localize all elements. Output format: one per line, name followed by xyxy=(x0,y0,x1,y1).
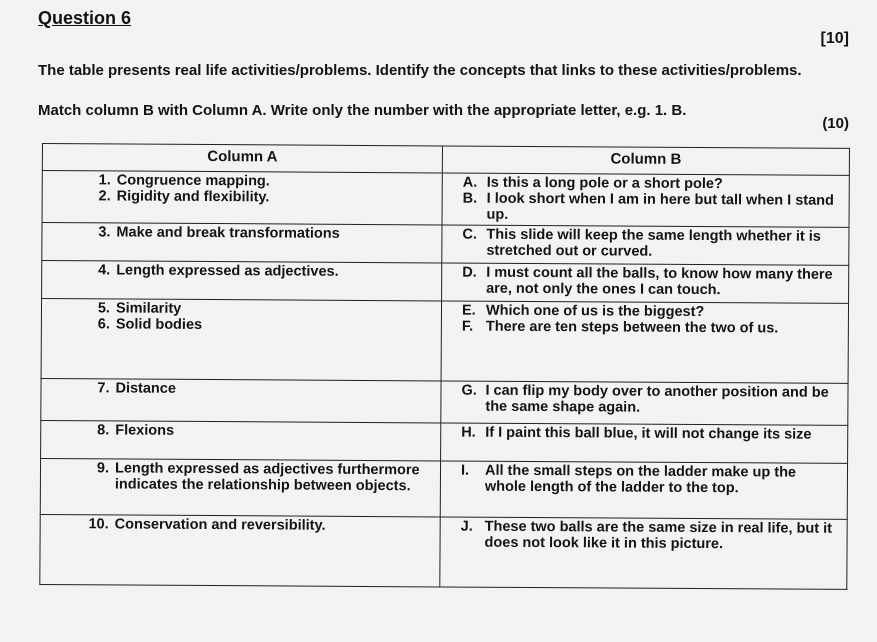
column-b-item xyxy=(461,463,841,497)
item-text: Distance xyxy=(115,380,177,397)
item-text: There are ten steps between the two of us. xyxy=(485,318,779,337)
column-b-item xyxy=(462,227,842,261)
item-letter: G. xyxy=(461,382,477,399)
table-row xyxy=(42,223,849,266)
item-text: These two balls are the same size in real life, but it does not look like it in this picture. xyxy=(484,518,833,553)
column-a-cell xyxy=(42,171,442,225)
item-text: Conservation and reversibility. xyxy=(114,516,326,534)
item-letter: B. xyxy=(462,190,478,207)
column-a-header: Column A xyxy=(42,144,442,173)
column-b-item xyxy=(461,519,841,553)
item-letter: A. xyxy=(462,174,478,191)
item-text: If I paint this ball blue, it will not change its size xyxy=(485,424,812,443)
column-b-header: Column B xyxy=(442,146,849,175)
item-text: I look short when I am in here but tall when I stand up. xyxy=(486,190,834,223)
item-number: 1. xyxy=(98,172,111,189)
item-number: 4. xyxy=(98,262,111,279)
column-a-cell xyxy=(40,458,440,516)
column-b-cell xyxy=(442,263,849,303)
item-letter: H. xyxy=(461,424,476,441)
item-text: Which one of us is the biggest? xyxy=(485,302,705,321)
item-letter: E. xyxy=(461,302,476,319)
column-a-cell xyxy=(41,299,441,381)
item-number: 8. xyxy=(97,422,110,439)
item-number: 5. xyxy=(97,300,111,317)
column-b-cell xyxy=(442,225,849,265)
table-row xyxy=(40,458,847,519)
item-number: 9. xyxy=(96,460,110,477)
column-b-item xyxy=(461,383,841,417)
item-number: 6. xyxy=(97,316,110,333)
item-letter: J. xyxy=(460,518,473,535)
item-number: 7. xyxy=(97,380,110,397)
column-a-item xyxy=(81,422,434,440)
column-a-item xyxy=(82,262,435,280)
item-text: Is this a long pole or a short pole? xyxy=(486,174,723,193)
item-text: Congruence mapping. xyxy=(116,172,270,190)
matching-table xyxy=(39,143,850,590)
item-letter: C. xyxy=(462,226,477,243)
item-letter: F. xyxy=(461,318,474,335)
item-number: 2. xyxy=(98,188,111,205)
item-text: Flexions xyxy=(115,422,175,439)
column-b-item xyxy=(463,191,843,225)
item-letter: I. xyxy=(460,462,470,479)
instruction-text-1: The table presents real life activities/problems. Identify the concepts that links to these activities/problems. xyxy=(38,62,802,79)
column-a-cell xyxy=(40,514,440,586)
column-b-cell xyxy=(442,173,849,227)
sub-question-marks: (10) xyxy=(822,115,849,132)
item-text: Solid bodies xyxy=(115,316,203,333)
question-title: Question 6 xyxy=(38,8,132,28)
table-row xyxy=(41,420,848,463)
column-b-cell xyxy=(441,301,848,383)
item-text: Length expressed as adjectives furthermore indicates the relationship between objects. xyxy=(114,460,420,495)
column-a-item xyxy=(82,224,435,242)
item-number: 10. xyxy=(88,516,109,533)
item-text: Rigidity and flexibility. xyxy=(116,188,270,206)
column-b-cell xyxy=(441,423,848,463)
table-row xyxy=(42,171,849,228)
item-text: All the small steps on the ladder make up the whole length of the ladder to the top. xyxy=(484,462,797,497)
item-number: 3. xyxy=(98,224,111,241)
item-text: Make and break transformations xyxy=(116,224,340,242)
column-b-cell xyxy=(440,461,847,519)
column-a-item xyxy=(81,516,434,534)
table-row xyxy=(41,378,848,425)
column-a-cell xyxy=(41,420,441,460)
item-text: I must count all the balls, to know how many there are, not only the ones I can touch. xyxy=(486,264,833,299)
instruction-text-2: Match column B with Column A. Write only the number with the appropriate letter, e.g. 1. B. xyxy=(38,102,687,119)
column-b-item xyxy=(462,319,842,337)
column-a-item xyxy=(83,188,436,206)
column-a-item xyxy=(81,380,434,398)
item-text: I can flip my body over to another position and be the same shape again. xyxy=(485,382,829,416)
item-text: This slide will keep the same length whether it is stretched out or curved. xyxy=(486,226,821,260)
column-b-cell xyxy=(441,381,848,425)
question-total-marks: [10] xyxy=(820,30,849,47)
column-b-item xyxy=(462,265,842,299)
table-row xyxy=(41,299,848,384)
column-a-cell xyxy=(42,261,442,301)
column-b-item xyxy=(461,425,841,443)
item-text: Length expressed as adjectives. xyxy=(116,262,339,280)
column-a-item xyxy=(82,316,435,334)
table-row xyxy=(42,261,849,304)
column-a-cell xyxy=(41,378,441,422)
item-letter: D. xyxy=(462,264,477,281)
table-row xyxy=(40,514,847,589)
column-a-cell xyxy=(42,223,442,263)
column-a-item xyxy=(81,460,434,494)
item-text: Similarity xyxy=(115,300,182,317)
column-b-cell xyxy=(440,517,847,589)
